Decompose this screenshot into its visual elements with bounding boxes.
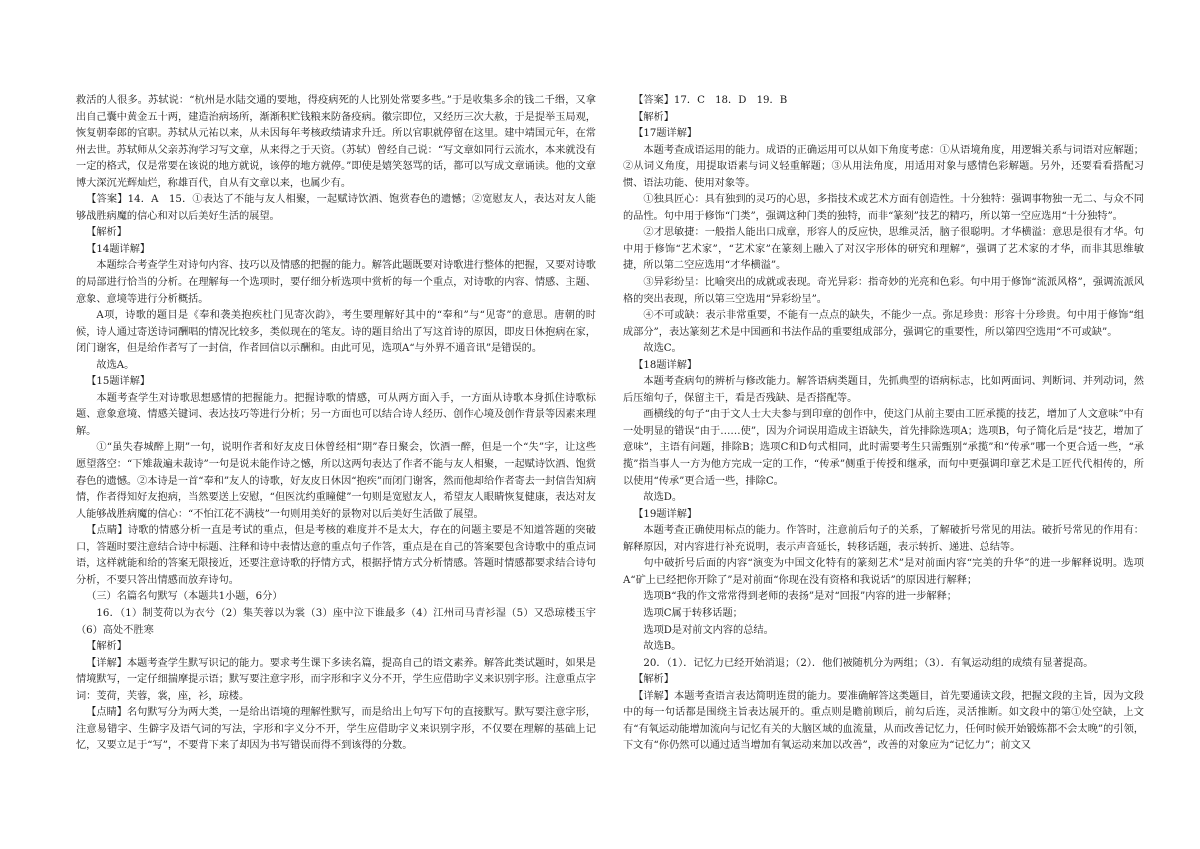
right-paragraph: 故选C。 [643,343,682,355]
right-paragraph: ②才思敏捷：一般指人能出口成章，形容人的反应快，思维灵活，脑子很聪明。才华横溢：意思是很有才华。句中用于修饰“艺术家”，“艺术家”在篆刻上融入了对汉字形体的研究和理解”，强调了艺术家的才华，而非其思维敏捷，所以第二空应选用“才华横溢”。 [623,227,1144,272]
left-paragraph: ①“虽失春城醉上期”一句，说明作者和好友皮日休曾经相“期”春日聚会，饮酒一醉，但是一个“失”字，让这些愿望落空：“下雉裁遍未裁诗”一句是说未能作诗之憾，所以这两句表达了作者不能与友人相聚，一起赋诗饮酒、饱赏春色的遗憾。②本诗是一首“奉和”友人的诗歌，好友皮日休因“抱疾”而闭门谢客，然而他却给作者寄去一封信告知病情，作者得知好友抱病，当然要送上安慰，“但医沈约重瞳健”一句则是宽慰友人，希望友人眼睛恢复健康，表达对友人能够战胜病魔的信心：“不怕江花不满枝”一句则用美好的景物对以后美好生活做了展望。 [76,442,597,520]
left-paragraph: 【答案】14．A 15．①表达了不能与友人相聚，一起赋诗饮酒、饱赏春色的遗憾；②宽慰友人，表达对友人能够战胜病魔的信心和对以后美好生活的展望。 [76,194,596,222]
right-paragraph: ③异彩纷呈：比喻突出的成就或表现。奇光异彩：指奇妙的光亮和色彩。句中用于修饰“流派风格”，强调流派风格的突出表现，所以第三空选用“异彩纷呈”。 [623,277,1144,305]
left-paragraph: A项，诗歌的题目是《奉和袭美抱疾杜门见寄次韵》，考生要理解好其中的“奉和”与“见寄”的意思。唐朝的时候，诗人通过寄送诗词酬唱的情况比较多，类似现在的笔友。诗的题目给出了写这首诗的原因，即皮日休抱病在家，闭门谢客，但是给作者写了一封信，作者回信以示酬和。由此可见，选项A“与外界不通音讯”是错误的。 [76,310,596,355]
right-paragraph: 【18题详解】 [633,359,698,371]
right-paragraph: 【详解】本题考查语言表达简明连贯的能力。要准确解答这类题目，首先要通读文段，把握文段的主旨，因为文段中的每一句话都是围绕主旨表达展开的。重点则是瞻前顾后，前勾后连，灵活推断。如文段中的第①处空缺，上文有“有氧运动能增加流向与记忆有关的大脑区域的血流量，从而改善记忆力，任何时候开始锻炼都不会太晚”的引领，下文有“你仍然可以通过适当增加有氧运动来加以改善”，改善的对象应为“记忆力”；前文又 [623,690,1144,752]
right-column [623,93,1144,755]
left-paragraph: 本题综合考查学生对诗句内容、技巧以及情感的把握的能力。解答此题既要对诗歌进行整体的把握，又要对诗歌的局部进行恰当的分析。在理解每一个选项时，要仔细分析选项中赏析的每一个重点，对诗歌的内容、情感、主题、意象、意境等进行分析概括。 [76,260,596,305]
left-paragraph: 【解析】 [86,227,127,239]
right-paragraph: ①独具匠心：具有独到的灵巧的心思，多指技术或艺术方面有创造性。十分独特：强调事物独一无二、与众不同的品性。句中用于修饰“门类”，强调这种门类的独特，而非“篆刻”技艺的精巧，所以第一空应选用“十分独特”。 [623,194,1144,222]
right-paragraph: 本题考查病句的辨析与修改能力。解答语病类题目，先抓典型的语病标志，比如两面词、判断词、并列动词，然后压缩句子，保留主干，看是否残缺、是否搭配等。 [623,376,1144,404]
right-paragraph: 【17题详解】 [633,128,698,140]
right-paragraph: 【解析】 [633,111,674,123]
left-paragraph: 本题考查学生对诗歌思想感情的把握能力。把握诗歌的情感，可从两方面入手，一方面从诗歌本身抓住诗歌标题、意象意境、情感关键词、表达技巧等进行分析；另一方面也可以结合诗人经历、创作心境及创作背景等因素来理解。 [76,392,596,437]
left-paragraph: （三）名篇名句默写（本题共1小题，6分） [86,591,283,603]
right-paragraph: 本题考查正确使用标点的能力。作答时，注意前后句子的关系，了解破折号常见的用法。破折号常见的作用有：解释原因，对内容进行补充说明，表示声音延长，转移话题，表示转折、递进、总结等。 [623,525,1144,553]
right-paragraph: 【答案】17．C 18．D 19．B [633,95,788,106]
right-paragraph: 选项B“我的作文常常得到老师的表扬”是对“回报”内容的进一步解释； [643,591,957,603]
right-paragraph: 选项C属于转移话题； [643,607,743,619]
left-paragraph: 【15题详解】 [86,376,151,388]
left-paragraph: 【详解】本题考查学生默写识记的能力。要求考生课下多读名篇，提高自己的语文素养。解答此类试题时，如果是情境默写，一定仔细揣摩提示语；默写要注意字形，而字形和字义分不开，学生应借助字义来识别字形。注意重点字词：芰荷，芙蓉，裳，座，衫，琼楼。 [76,657,596,702]
right-paragraph: 本题考查成语运用的能力。成语的正确运用可以从如下角度考虑：①从语境角度，用逻辑关系与词语对应解题；②从词义角度，用提取语素与词义轻重解题；③从用法角度，用适用对象与感情色彩解题。另外，还要看看搭配习惯、语法功能、使用对象等。 [623,144,1144,189]
right-paragraph: 20．（1）．记忆力已经开始消退；（2）．他们被随机分为两组；（3）．有氧运动组的成绩有显著提高。 [643,657,1094,669]
left-paragraph: 【点睛】名句默写分为两大类，一是给出语境的理解性默写，而是给出上句写下句的直接默写。默写要注意字形，注意易错字、生僻字及语气词的写法，字形和字义分不开，学生应借助字义来识别字形，不仅要在理解的基础上记忆，又要立足于“写”，不要背下来了却因为书写错误而得不到该得的分数。 [76,707,596,752]
right-paragraph: ④不可或缺：表示非常重要，不能有一点点的缺失，不能少一点。弥足珍贵：形容十分珍贵。句中用于修饰“组成部分”，表达篆刻艺术是中国画和书法作品的重要组成部分，强调它的重要性，所以第四空选用“不可或缺”。 [623,310,1144,338]
left-paragraph: 故选A。 [96,359,135,371]
right-paragraph: 选项D是对前文内容的总结。 [643,624,774,636]
right-paragraph: 画横线的句子“由于文人士大夫参与到印章的创作中，使这门从前主要由工匠承揽的技艺，增加了人文意味”中有一处明显的错误“由于……使”，因为介词误用造成主语缺失，首先排除选项A；选项B，句子简化后是“技艺，增加了意味”，主语有问题，排除B；选项C和D句式相同，此时需要考生只需甄别“承揽”和“传承”哪一个更合适一些，“承揽”指当事人一方为他方完成一定的工作，“传承”侧重于传授和继承，而句中更强调印章艺术是工匠代代相传的，所以使用“传承”更合适一些，排除C。 [623,409,1144,487]
left-paragraph: 【点睛】诗歌的情感分析一直是考试的重点，但是考核的难度并不是太大，存在的问题主要是不知道答题的突破口，答题时要注意结合诗中标题、注释和诗中表情达意的重点句子作答，重点是在自己的答案要包含诗歌中的重点词语，这样就能和给的答案无限接近，还要注意诗歌的抒情方式，根据抒情方式分析情感。答题时情感都要求结合诗句分析，不要只答出情感而放弃诗句。 [76,525,596,586]
right-paragraph: 故选B。 [643,641,682,653]
right-paragraph: 句中破折号后面的内容“演变为中国文化特有的篆刻艺术”是对前面内容“完美的升华”的进一步解释说明。选项A“矿上已经把你开除了”是对前面“你现在没有资格和我说话”的原因进行解释； [623,558,1144,586]
left-paragraph: 【解析】 [86,641,127,653]
right-paragraph: 故选D。 [643,492,683,504]
left-paragraph: 【14题详解】 [86,243,151,255]
right-paragraph: 【19题详解】 [633,508,698,520]
right-paragraph: 【解析】 [633,674,674,686]
left-column [76,93,596,755]
left-paragraph: 救活的人很多。苏轼说：“杭州是水陆交通的要地，得疫病死的人比别处常要多些。”于是收集多余的钱二千缗，又拿出自己囊中黄金五十两，建造治病场所，渐渐积贮钱粮来防备疫病。徽宗即位，又经历三次大赦，于是提举玉局观，恢复朝奉郎的官职。苏轼从元祐以来，从未因每年考核政绩请求升迁。所以官职就停留在这里。建中靖国元年，在常州去世。苏轼师从父亲苏洵学习写文章，从来得之于天资。（苏轼）曾经自己说：“写文章如同行云流水，本来就没有一定的格式，仅是常要在该说的地方就说，该停的地方就停。”即使是嬉笑怒骂的话，都可以写成文章诵读。他的文章博大深沉光辉灿烂，称雄百代，自从有文章以来，也属少有。 [76,95,596,189]
left-paragraph: 16．（1）制芰荷以为衣兮（2）集芙蓉以为裳（3）座中泣下谁最多（4）江州司马青衫湿（5）又恐琼楼玉宇（6）高处不胜寒 [76,607,596,636]
